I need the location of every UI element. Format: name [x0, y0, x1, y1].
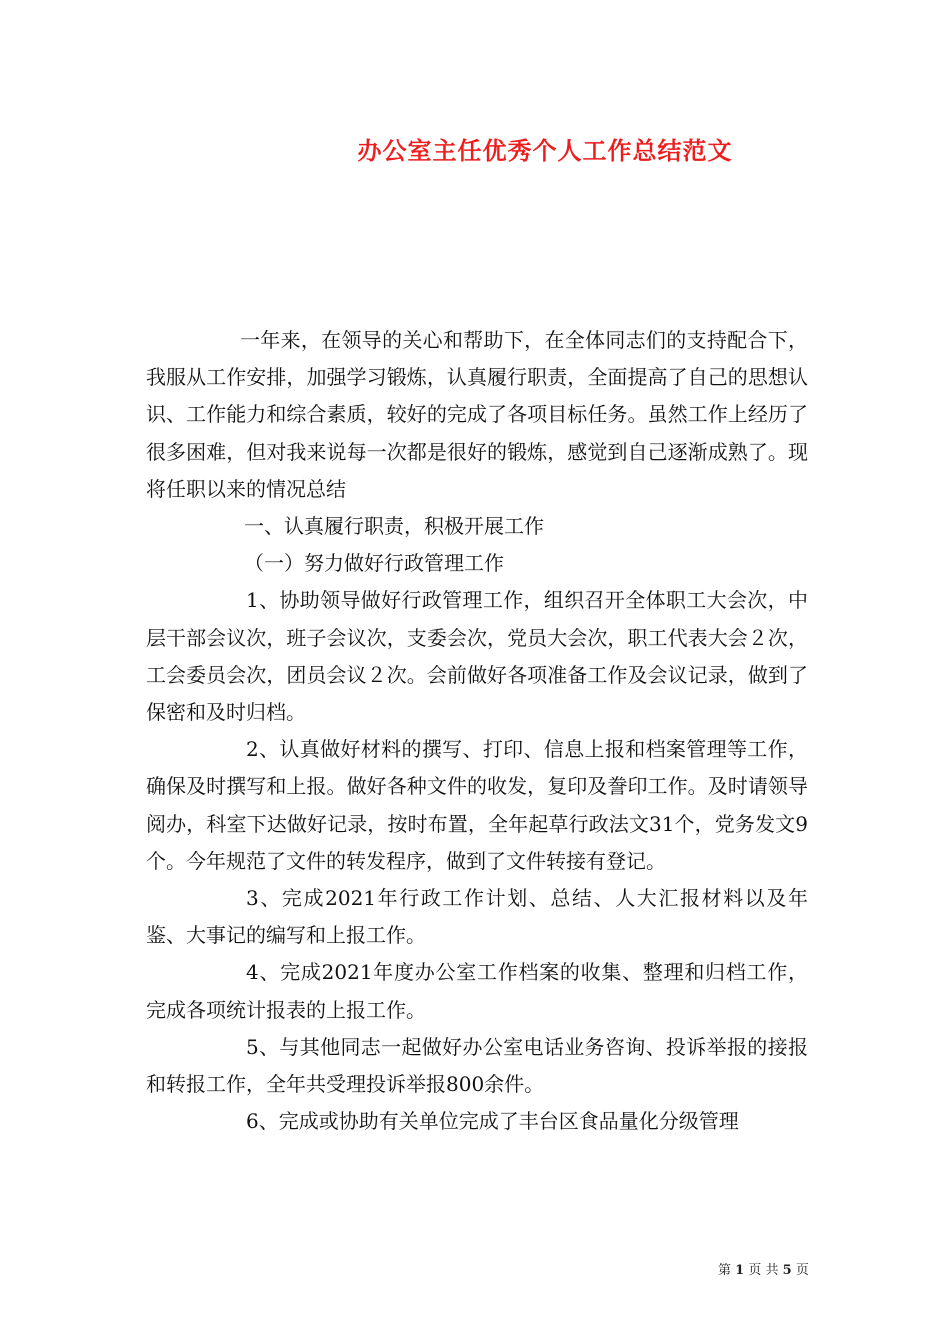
- list-item: 4、完成2021年度办公室工作档案的收集、整理和归档工作，完成各项统计报表的上报工作。: [146, 960, 808, 1022]
- list-item: 2、认真做好材料的撰写、打印、信息上报和档案管理等工作，确保及时撰写和上报。做好各种文件的收发，复印及誊印工作。及时请领导阅办，科室下达做好记录，按时布置，全年起草行政法文31个，党务发文9个。今年规范了文件的转发程序，做到了文件转接有登记。: [146, 737, 808, 873]
- footer-middle: 页 共: [748, 1263, 779, 1278]
- intro-paragraph: 一年来，在领导的关心和帮助下，在全体同志们的支持配合下，我服从工作安排，加强学习锻炼，认真履行职责，全面提高了自己的思想认识、工作能力和综合素质，较好的完成了各项目标任务。虽然工作上经历了很多困难，但对我来说每一次都是很好的锻炼，感觉到自己逐渐成熟了。现将任职以来的情况总结: [146, 328, 808, 501]
- footer-page-number: 1: [735, 1263, 745, 1278]
- footer-suffix: 页: [795, 1263, 809, 1278]
- list-item: 3、完成2021年行政工作计划、总结、人大汇报材料以及年鉴、大事记的编写和上报工作。: [146, 886, 808, 948]
- section-heading: 一、认真履行职责，积极开展工作: [244, 514, 544, 539]
- subsection-heading: （一）努力做好行政管理工作: [244, 551, 504, 576]
- footer-page-total: 5: [782, 1263, 792, 1278]
- list-item: 6、完成或协助有关单位完成了丰台区食品量化分级管理: [246, 1109, 739, 1134]
- list-item: 1、协助领导做好行政管理工作，组织召开全体职工大会次，中层干部会议次，班子会议次，支委会次，党员大会次，职工代表大会２次，工会委员会次，团员会议２次。会前做好各项准备工作及会议记录，做到了保密和及时归档。: [146, 588, 808, 725]
- page-title: 办公室主任优秀个人工作总结范文: [357, 136, 733, 165]
- page-footer: [718, 1262, 818, 1280]
- document-body: [146, 322, 808, 1140]
- list-item: 5、与其他同志一起做好办公室电话业务咨询、投诉举报的接报和转报工作，全年共受理投诉举报800余件。: [146, 1034, 808, 1097]
- footer-prefix: 第: [718, 1263, 732, 1278]
